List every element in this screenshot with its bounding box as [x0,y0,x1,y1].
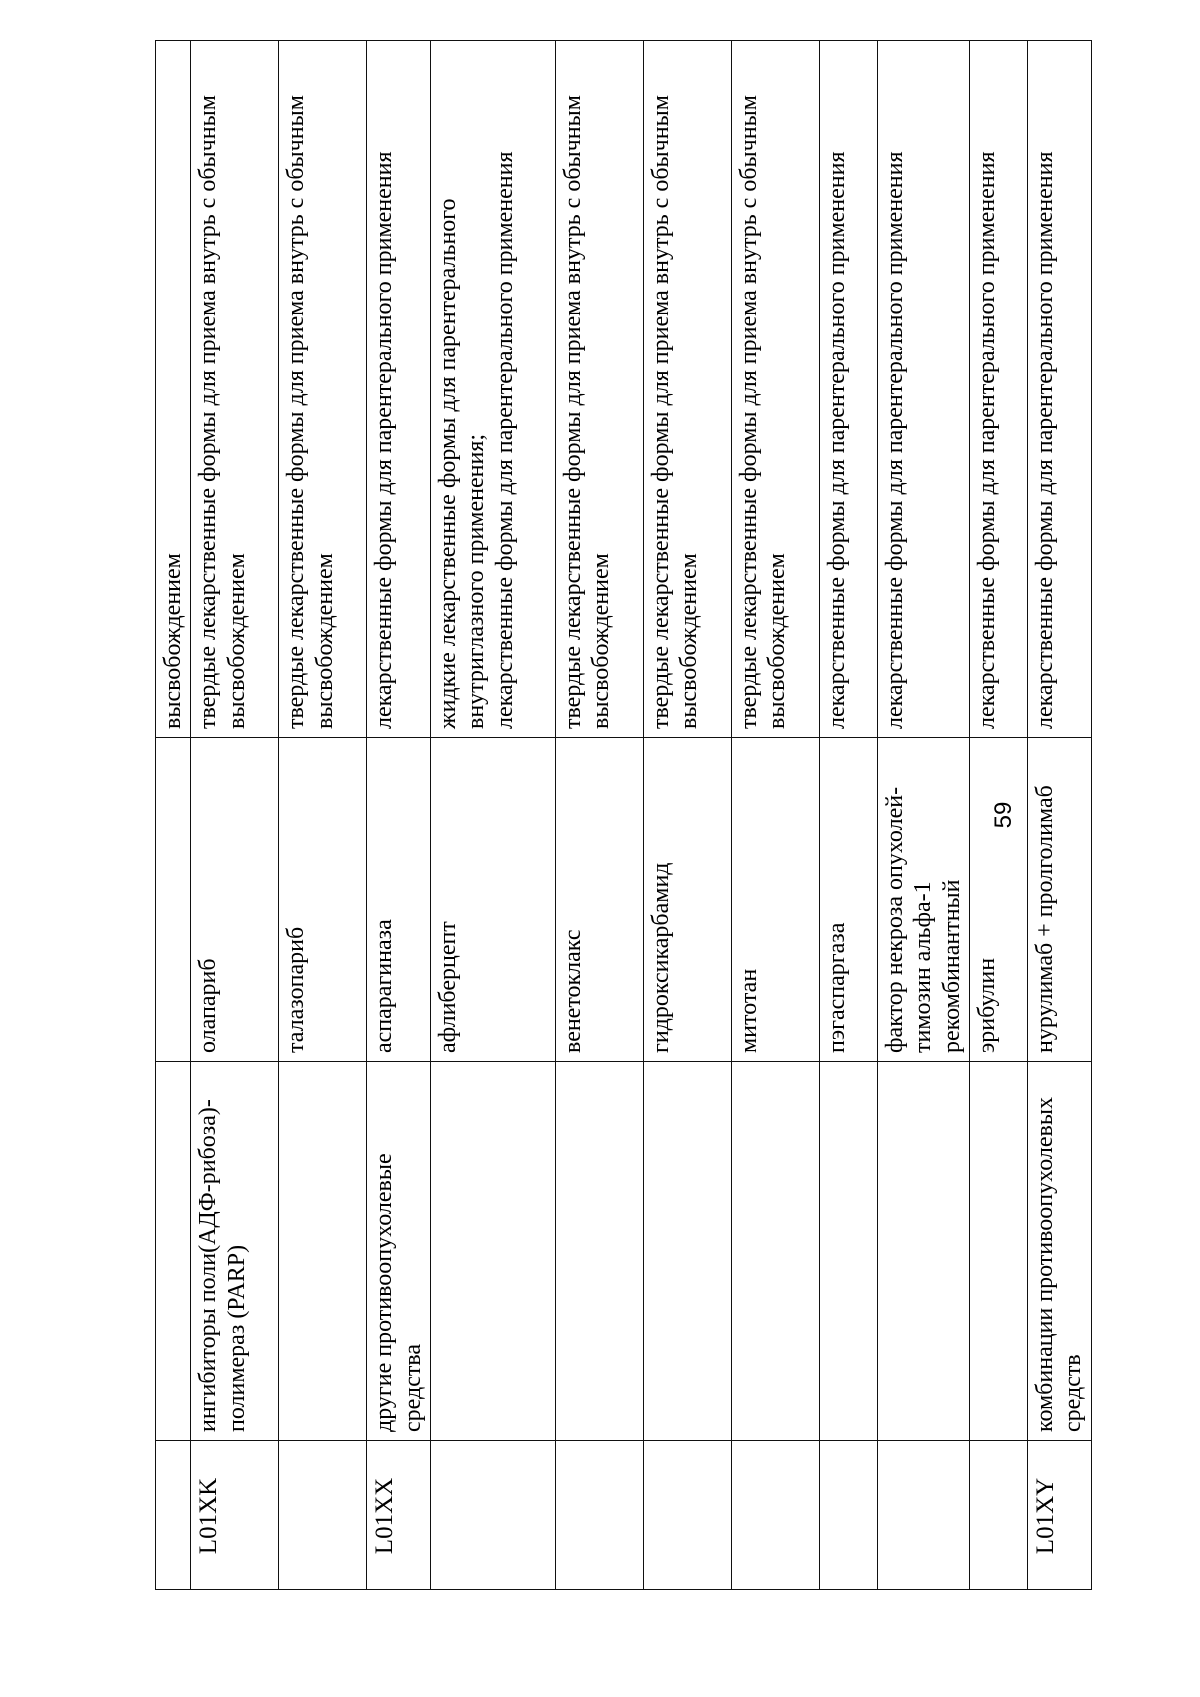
drug-name-cell: нурулимаб + пролголимаб [1027,738,1091,1062]
dosage-forms-cell: твердые лекарственные формы для приема внутрь с обычным высвобождением [643,41,731,738]
table-row [156,41,191,1590]
group-cell: комбинации противоопухолевых средств [1027,1062,1091,1441]
group-cell [731,1062,819,1441]
dosage-forms-cell: лекарственные формы для парентерального применения [819,41,877,738]
group-cell [969,1062,1027,1441]
group-cell: ингибиторы поли(АДФ-рибоза)-полимераз (PARP) [191,1062,279,1441]
dosage-forms-cell: лекарственные формы для парентерального применения [1027,41,1091,738]
table-row [819,41,877,1590]
drug-name-cell: олапариб [191,738,279,1062]
group-cell [279,1062,367,1441]
atc-code-cell [430,1441,555,1590]
drug-name-cell: венетоклакс [555,738,643,1062]
atc-code-cell [731,1441,819,1590]
drug-name-cell: эрибулин [969,738,1027,1062]
dosage-forms-cell: твердые лекарственные формы для приема внутрь с обычным высвобождением [279,41,367,738]
drug-name-cell: митотан [731,738,819,1062]
group-cell [156,1062,191,1441]
atc-code-cell: L01XY [1027,1441,1091,1590]
table-row [643,41,731,1590]
page-number: 59 [990,801,1017,829]
drug-table [155,40,1092,1590]
dosage-forms-cell: высвобождением [156,41,191,738]
table-row [279,41,367,1590]
dosage-forms-cell: лекарственные формы для парентерального применения [969,41,1027,738]
dosage-forms-cell: лекарственные формы для парентерального применения [367,41,431,738]
drug-name-cell: афлиберцепт [430,738,555,1062]
group-cell [555,1062,643,1441]
dosage-forms-cell: твердые лекарственные формы для приема внутрь с обычным высвобождением [555,41,643,738]
drug-name-cell: фактор некроза опухолей-тимозин альфа-1 рекомбинантный [877,738,969,1062]
atc-code-cell [969,1441,1027,1590]
dosage-forms-cell: жидкие лекарственные формы для парентерального внутриглазного применения; лекарственные формы для парентерального применения [430,41,555,738]
table-row [191,41,279,1590]
table-row [367,41,431,1590]
drug-name-cell: талазопариб [279,738,367,1062]
table-row [430,41,555,1590]
dosage-forms-cell: твердые лекарственные формы для приема внутрь с обычным высвобождением [191,41,279,738]
rotated-page [155,40,1087,1590]
atc-code-cell [819,1441,877,1590]
group-cell [430,1062,555,1441]
dosage-forms-cell: твердые лекарственные формы для приема внутрь с обычным высвобождением [731,41,819,738]
atc-code-cell: L01XK [191,1441,279,1590]
atc-code-cell [156,1441,191,1590]
table-row [1027,41,1091,1590]
drug-name-cell [156,738,191,1062]
table-row [731,41,819,1590]
dosage-forms-cell: лекарственные формы для парентерального применения [877,41,969,738]
table-row [555,41,643,1590]
group-cell: другие противоопухолевые средства [367,1062,431,1441]
drug-name-cell: гидроксикарбамид [643,738,731,1062]
atc-code-cell: L01XX [367,1441,431,1590]
atc-code-cell [555,1441,643,1590]
drug-name-cell: аспарагиназа [367,738,431,1062]
group-cell [877,1062,969,1441]
group-cell [819,1062,877,1441]
atc-code-cell [643,1441,731,1590]
atc-code-cell [279,1441,367,1590]
table-row [877,41,969,1590]
atc-code-cell [877,1441,969,1590]
drug-name-cell: пэгаспаргаза [819,738,877,1062]
group-cell [643,1062,731,1441]
